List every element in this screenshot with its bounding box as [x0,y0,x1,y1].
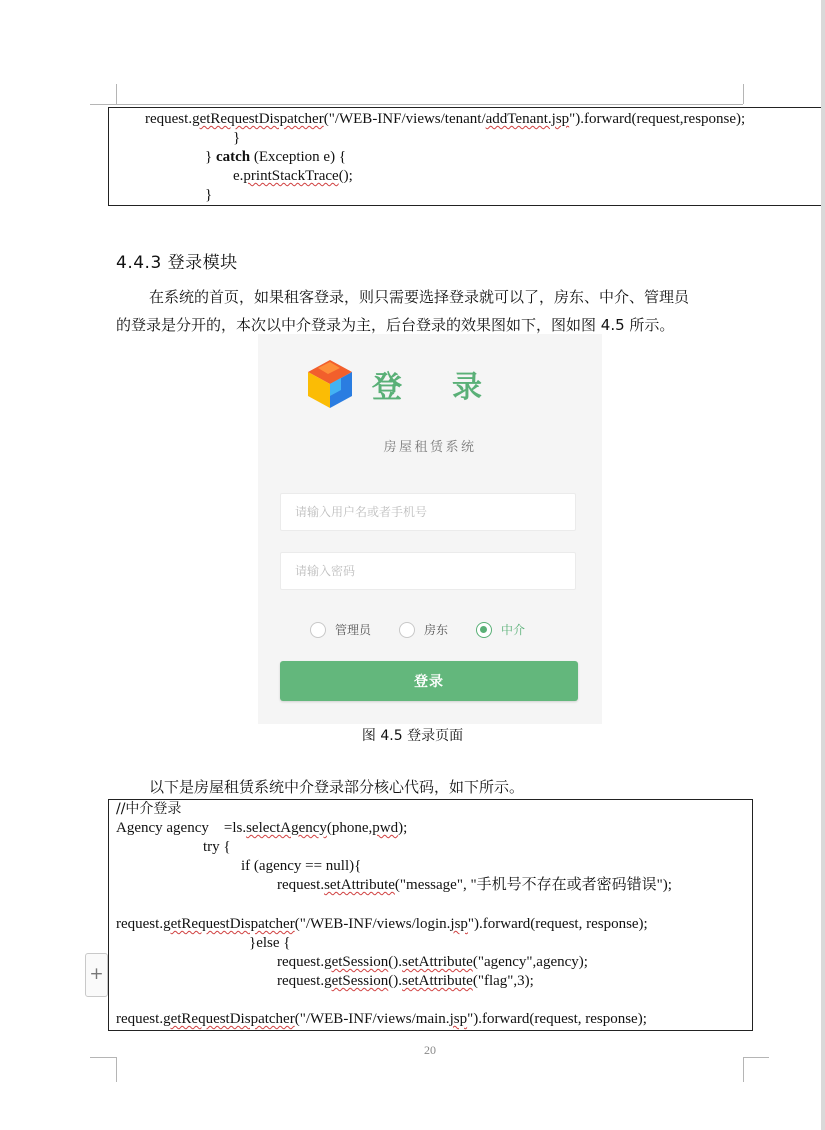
header-line [116,104,743,105]
cube-logo-icon [300,354,360,414]
corner-mark-bottom-right [743,1057,769,1082]
code-line: } [205,187,213,203]
code-line: } catch (Exception e) { [205,149,347,165]
code-line: Agency agency =ls.selectAgency(phone,pwd); [116,820,408,836]
add-button[interactable]: + [85,953,108,997]
login-button[interactable]: 登录 [280,661,578,701]
role-label: 中介 [501,623,526,637]
role-radio-agency[interactable] [476,621,525,638]
username-input[interactable] [280,493,576,531]
code-line: if (agency == null){ [241,858,362,874]
radio-selected-icon [476,622,492,638]
password-input[interactable] [280,552,576,590]
intro-paragraph: 以下是房屋租赁系统中介登录部分核心代码，如下所示。 [149,778,525,796]
code-block-2 [108,799,753,1031]
code-line: } [233,130,241,146]
radio-circle-icon [310,622,326,638]
radio-circle-icon [399,622,415,638]
code-line: request.getRequestDispatcher("/WEB-INF/views/main.jsp").forward(request, response); [116,1011,647,1027]
section-heading: 4.4.3 登录模块 [116,253,238,273]
code-line: request.getRequestDispatcher("/WEB-INF/views/login.jsp").forward(request, response); [116,916,648,932]
login-figure [258,334,602,724]
code-line: //中介登录 [116,801,182,817]
role-label: 房东 [424,623,449,637]
paragraph-line: 在系统的首页，如果租客登录，则只需要选择登录就可以了，房东、中介、管理员 [149,288,690,306]
role-label: 管理员 [335,623,372,637]
code-line: try { [203,839,231,855]
page-number: 20 [424,1043,436,1057]
code-line: request.setAttribute("message", "手机号不存在或者密码错误"); [277,877,672,893]
code-line: e.printStackTrace(); [233,168,353,184]
system-name: 房屋租赁系统 [383,440,477,455]
figure-caption: 图 4.5 登录页面 [361,728,464,744]
code-line: request.getSession().setAttribute("flag",3); [277,973,534,989]
corner-mark-top-left-h [90,104,116,105]
corner-mark-top-right [743,84,744,104]
login-title: 登录 [372,370,532,405]
corner-mark-top-left [116,84,117,104]
page-edge [821,0,825,1130]
code-line: request.getRequestDispatcher("/WEB-INF/views/tenant/addTenant.jsp").forward(request,response); [145,111,746,127]
code-line: }else { [249,935,291,951]
corner-mark-bottom-left [90,1057,117,1082]
code-block-1 [108,107,821,206]
role-radio-admin[interactable] [310,621,371,638]
paragraph-line: 的登录是分开的，本次以中介登录为主，后台登录的效果图如下，图如图 4.5 所示。 [116,316,675,334]
role-radio-landlord[interactable] [399,621,448,638]
code-line: request.getSession().setAttribute("agency",agency); [277,954,588,970]
